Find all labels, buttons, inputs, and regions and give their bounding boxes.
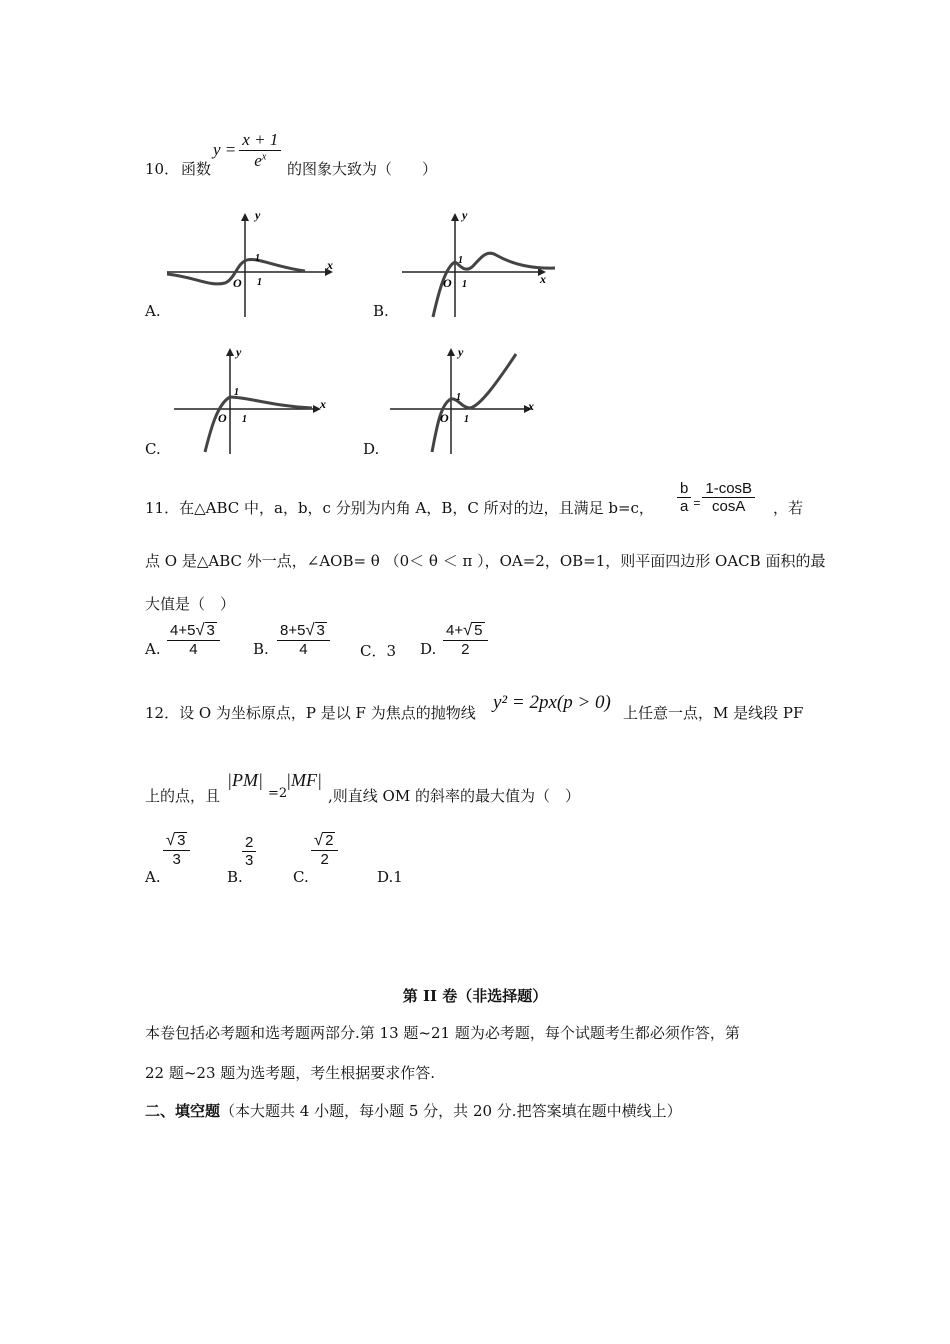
q12-line2: [145, 770, 605, 806]
graph-d-tick-y: 1: [456, 392, 461, 403]
graph-c-y-label: y: [236, 345, 242, 359]
q10-lead: 函数: [181, 160, 212, 178]
q11-line1: [145, 480, 805, 530]
part2-intro-line2: 22 题~23 题为选考题，考生根据要求作答.: [145, 1064, 436, 1082]
q12-text-b: 上任意一点，M 是线段 PF: [623, 704, 804, 722]
graph-c: [172, 342, 337, 454]
q11-options: [145, 622, 525, 672]
graph-b-y-label: y: [462, 208, 468, 222]
graph-a: [165, 205, 345, 320]
q12-option-b-label: B.: [227, 868, 243, 886]
section-fill-blank-label: 二、填空题: [145, 1102, 221, 1120]
graph-b: [400, 205, 560, 320]
graph-a-tick-y: 1: [255, 253, 260, 264]
part2-title: 第 II 卷（非选择题）: [402, 987, 548, 1005]
q11-option-d-label: D.: [420, 640, 437, 658]
q12-line1: [145, 690, 810, 726]
q11-option-a-label: A.: [145, 640, 161, 658]
graph-a-x-label: x: [327, 258, 333, 272]
graph-b-tick-x: 1: [462, 279, 467, 290]
graph-d: [388, 342, 548, 454]
q12-text-c: 上的点，且: [145, 787, 221, 805]
q11-line3: 大值是（ ）: [145, 595, 236, 613]
graph-d-origin: O: [440, 411, 449, 425]
graph-c-x-label: x: [320, 397, 326, 411]
q12-parabola: y² = 2px(p > 0): [493, 692, 611, 713]
q10-eq-lhs: y =: [213, 140, 237, 160]
option-a-label: A.: [145, 302, 161, 320]
section-fill-blank: [145, 1100, 682, 1121]
q12-option-b: $\frac{2}{3}$: [242, 834, 256, 870]
q11-condition: $\frac{b}{a}$ = $\frac{1-\cos B}{\cos A}$: [677, 480, 755, 516]
graph-b-x-label: x: [540, 272, 546, 286]
q11-option-d: 4+ √ 5 2: [443, 622, 488, 658]
option-d-label: D.: [363, 440, 380, 458]
q11-option-a: 4+5 √ 3 4: [167, 622, 220, 658]
q10-eq-numerator: x + 1: [239, 130, 281, 151]
q11-frac-ba: $\frac{b}{a}$: [677, 480, 691, 516]
q10-eq-exponent: x: [261, 150, 267, 162]
q10-equation: [213, 130, 281, 170]
q10-eq-fraction: [239, 130, 281, 170]
graph-c-tick-y: 1: [234, 387, 239, 398]
graph-a-y-label: y: [255, 208, 261, 222]
q12-text-d: ,则直线 OM 的斜率的最大值为（ ）: [328, 787, 580, 805]
q10-eq-denominator: $e^x$: [254, 150, 267, 170]
q11-option-b: 8+5 √ 3 4: [277, 622, 330, 658]
option-b-label: B.: [373, 302, 389, 320]
q11-option-b-label: B.: [253, 640, 269, 658]
q12-option-c-label: C.: [293, 868, 309, 886]
q10-tail: 的图象大致为（ ）: [287, 160, 438, 178]
option-c-label: C.: [145, 440, 161, 458]
graph-a-tick-x: 1: [257, 277, 262, 288]
q12-mf: |MF|: [286, 770, 322, 790]
graph-d-tick-x: 1: [464, 414, 469, 425]
q12-options: [145, 832, 415, 887]
graph-d-x-label: x: [528, 399, 534, 413]
q11-text-b: ，若: [773, 499, 804, 517]
graph-d-y-label: y: [458, 345, 464, 359]
graph-a-origin: O: [233, 276, 242, 290]
q11-option-c: C．3: [360, 642, 397, 660]
q12-eq2: =2: [268, 786, 288, 801]
q11-text-a: 11．在△ABC 中，a，b，c 分别为内角 A，B，C 所对的边，且满足 b=c，: [145, 499, 654, 517]
part2-intro-line1: 本卷包括必考题和选考题两部分.第 13 题~21 题为必考题，每个试题考生都必须作答，第: [145, 1024, 740, 1042]
graph-c-tick-x: 1: [242, 414, 247, 425]
graph-b-origin: O: [443, 276, 452, 290]
q11-frac-cos: $\frac{1-\cos B}{\cos A}$: [702, 480, 755, 516]
q12-pm: |PM|: [227, 770, 263, 790]
q12-option-a: √ 3 3: [163, 832, 190, 868]
q12-option-d: D.1: [377, 868, 403, 886]
section-fill-blank-note: （本大题共 4 小题，每小题 5 分，共 20 分.把答案填在题中横线上）: [220, 1102, 682, 1120]
q12-text-a: 12．设 O 为坐标原点，P 是以 F 为焦点的抛物线: [145, 704, 476, 722]
q12-option-a-label: A.: [145, 868, 161, 886]
q12-option-c: √ 2 2: [311, 832, 338, 868]
q11-line2: 点 O 是△ABC 外一点，∠AOB= θ （0＜ θ ＜ π ），OA=2，OB=1，则平面四边形 OACB 面积的最: [145, 552, 826, 570]
q10-number: 10．: [145, 160, 180, 178]
graph-c-origin: O: [218, 411, 227, 425]
graph-b-tick-y: 1: [458, 255, 463, 266]
